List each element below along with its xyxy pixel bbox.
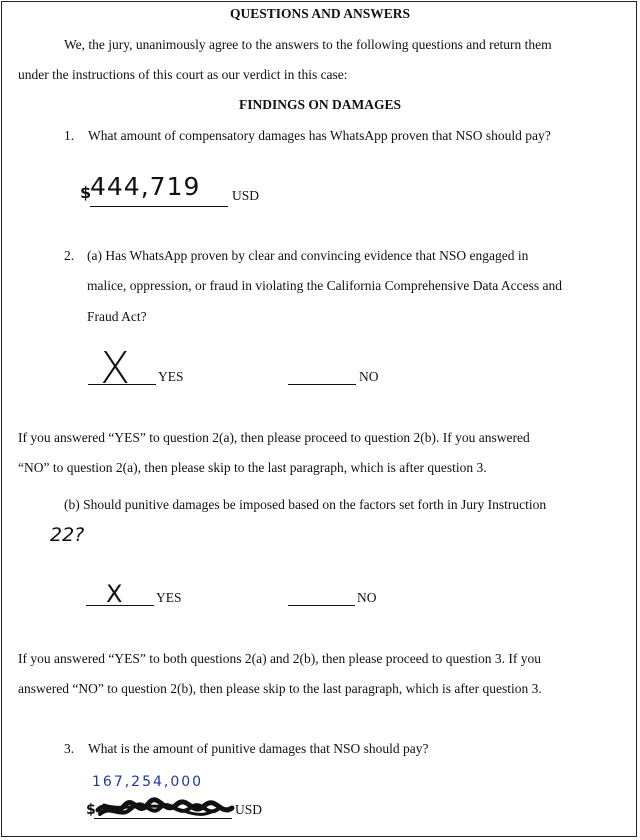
q2a-line-3: Fraud Act? xyxy=(87,309,147,324)
q2b-handwritten-instruction-number: 22? xyxy=(50,524,85,546)
intro-line-1: We, the jury, unanimously agree to the answers to the following questions and return them xyxy=(64,37,552,52)
instruction-2b-line-2: answered “NO” to question 2(b), then please skip to the last paragraph, which is after question 3. xyxy=(18,681,542,696)
q2a-yes-label: YES xyxy=(158,369,184,384)
q3-unit: USD xyxy=(235,802,263,817)
q1-unit: USD xyxy=(232,188,260,203)
q1-handwritten-amount: 444,719 xyxy=(90,172,201,201)
q2a-line-1: (a) Has WhatsApp proven by clear and convincing evidence that NSO engaged in xyxy=(87,248,529,263)
page-frame xyxy=(1,1,637,837)
q2b-no-line xyxy=(288,605,355,606)
q2b-yes-line xyxy=(86,605,154,606)
section-heading: FINDINGS ON DAMAGES xyxy=(238,97,401,112)
q2a-yes-mark: X xyxy=(100,343,131,394)
q3-handwritten-amount: 167,254,000 xyxy=(92,774,204,790)
document-title: QUESTIONS AND ANSWERS xyxy=(229,6,411,21)
q3-number: 3. xyxy=(64,741,75,756)
intro-line-2: under the instructions of this court as our verdict in this case: xyxy=(18,67,348,82)
instruction-2a-line-2: “NO” to question 2(a), then please skip to the last paragraph, which is after question 3. xyxy=(18,460,487,475)
q3-answer-line xyxy=(94,818,232,819)
q2b-no-label: NO xyxy=(357,590,377,605)
q1-answer-line xyxy=(90,206,228,207)
q3-dollar-sign: $ xyxy=(86,802,96,818)
q2a-line-2: malice, oppression, or fraud in violating the California Comprehensive Data Access and xyxy=(87,278,562,293)
q2a-no-label: NO xyxy=(359,369,379,384)
instruction-2a-line-1: If you answered “YES” to question 2(a), then please proceed to question 2(b). If you answered xyxy=(18,430,530,445)
q2b-yes-label: YES xyxy=(156,590,182,605)
q2-number: 2. xyxy=(64,248,75,263)
q1-number: 1. xyxy=(64,128,75,143)
q2a-no-line xyxy=(288,384,356,385)
q2b-yes-mark: X xyxy=(106,580,123,608)
q1-text: What amount of compensatory damages has WhatsApp proven that NSO should pay? xyxy=(88,128,551,143)
q2a-yes-line xyxy=(88,384,156,385)
q2b-line-1: (b) Should punitive damages be imposed based on the factors set forth in Jury Instruction xyxy=(64,497,547,512)
q1-dollar-sign: $ xyxy=(80,183,92,202)
instruction-2b-line-1: If you answered “YES” to both questions 2(a) and 2(b), then please proceed to question 3. If you xyxy=(18,651,541,666)
q3-text: What is the amount of punitive damages that NSO should pay? xyxy=(88,741,429,756)
